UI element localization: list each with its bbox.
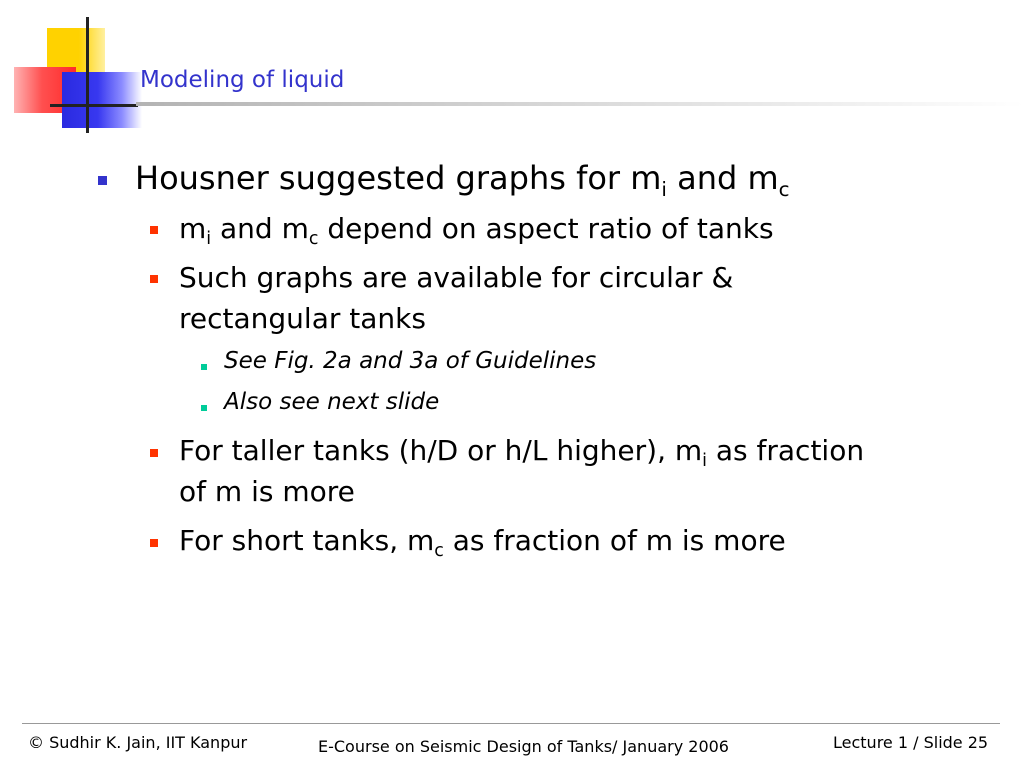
- level2-bullet: [150, 275, 158, 283]
- logo-blue-square: [62, 72, 142, 128]
- bullet-see-fig: See Fig. 2a and 3a of Guidelines: [224, 348, 597, 374]
- level3-bullet: [201, 364, 207, 370]
- title-underline: [136, 102, 1024, 106]
- footer-slide-number: Lecture 1 / Slide 25: [833, 733, 989, 752]
- logo-horizontal-line: [50, 104, 138, 107]
- bullet-aspect-ratio: $m_i$ and $m_c$ depend on aspect ratio of tanks: [179, 212, 774, 250]
- bullet-next-slide: Also see next slide: [224, 389, 440, 415]
- bullet-housner: Housner suggested graphs for $m_i$ and $m_c$: [135, 159, 790, 201]
- bullet-short-tanks: For short tanks, $m_c$ as fraction of m is more: [179, 524, 786, 562]
- bullet-graphs-available: Such graphs are available for circular & rectangular tanks: [179, 261, 734, 335]
- bullet-taller-tanks: For taller tanks (h/D or h/L higher), $m_i$ as fraction of m is more: [179, 434, 865, 508]
- level1-bullet: [98, 176, 107, 185]
- slide-title: Modeling of liquid: [140, 67, 345, 93]
- level3-bullet: [201, 405, 207, 411]
- footer-copyright: © Sudhir K. Jain, IIT Kanpur: [28, 733, 248, 752]
- logo-graphic: [0, 0, 160, 140]
- level2-bullet: [150, 449, 158, 457]
- footer-divider: [22, 723, 1000, 724]
- level2-bullet: [150, 226, 158, 234]
- level2-bullet: [150, 539, 158, 547]
- footer-course-title: E-Course on Seismic Design of Tanks/ January 2006: [318, 737, 729, 756]
- logo-vertical-line: [86, 17, 89, 133]
